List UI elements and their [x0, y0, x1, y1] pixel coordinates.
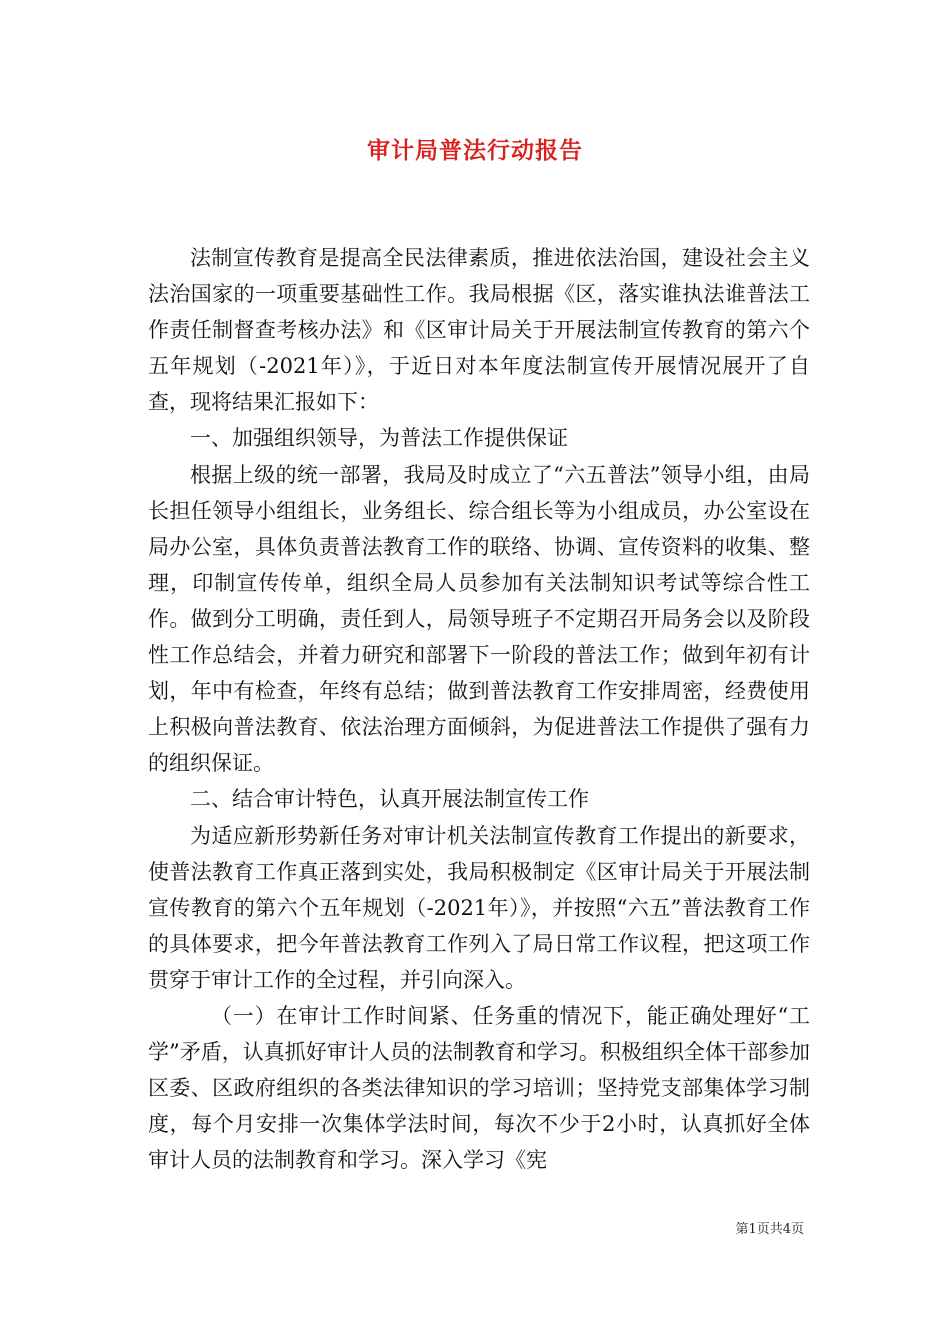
- page-number: 第1页共4页: [735, 1222, 804, 1237]
- paragraph-section-1: 根据上级的统一部署，我局及时成立了“六五普法”领导小组，由局长担任领导小组组长，业务组长、综合组长等为小组成员，办公室设在局办公室，具体负责普法教育工作的联络、协调、宣传资料的收集、整理，印制宣传传单，组织全局人员参加有关法制知识考试等综合性工作。做到分工明确，责任到人，局领导班子不定期召开局务会以及阶段性工作总结会，并着力研究和部署下一阶段的普法工作；做到年初有计划，年中有检查，年终有总结；做到普法教育工作安排周密，经费使用上积极向普法教育、依法治理方面倾斜，为促进普法工作提供了强有力的组织保证。: [148, 462, 810, 776]
- section-heading-1: 一、加强组织领导，为普法工作提供保证: [190, 426, 568, 451]
- section-heading-2: 二、结合审计特色，认真开展法制宣传工作: [190, 787, 589, 812]
- paragraph-intro: 法制宣传教育是提高全民法律素质，推进依法治国，建设社会主义法治国家的一项重要基础性工作。我局根据《区，落实谁执法谁普法工作责任制督查考核办法》和《区审计局关于开展法制宣传教育的第六个五年规划（-2021年）》，于近日对本年度法制宣传开展情况展开了自查，现将结果汇报如下：: [148, 246, 810, 415]
- paragraph-subsection-1: （一）在审计工作时间紧、任务重的情况下，能正确处理好“工学”矛盾，认真抓好审计人员的法制教育和学习。积极组织全体干部参加区委、区政府组织的各类法律知识的学习培训；坚持党支部集体学习制度，每个月安排一次集体学法时间，每次不少于2小时，认真抓好全体审计人员的法制教育和学习。深入学习《宪: [148, 1003, 810, 1173]
- page-title: 审计局普法行动报告: [367, 137, 583, 164]
- paragraph-section-2: 为适应新形势新任务对审计机关法制宣传教育工作提出的新要求，使普法教育工作真正落到实处，我局积极制定《区审计局关于开展法制宣传教育的第六个五年规划（-2021年）》，并按照“六五”普法教育工作的具体要求，把今年普法教育工作列入了局日常工作议程，把这项工作贯穿于审计工作的全过程，并引向深入。: [148, 823, 810, 992]
- document-body: [148, 240, 810, 1178]
